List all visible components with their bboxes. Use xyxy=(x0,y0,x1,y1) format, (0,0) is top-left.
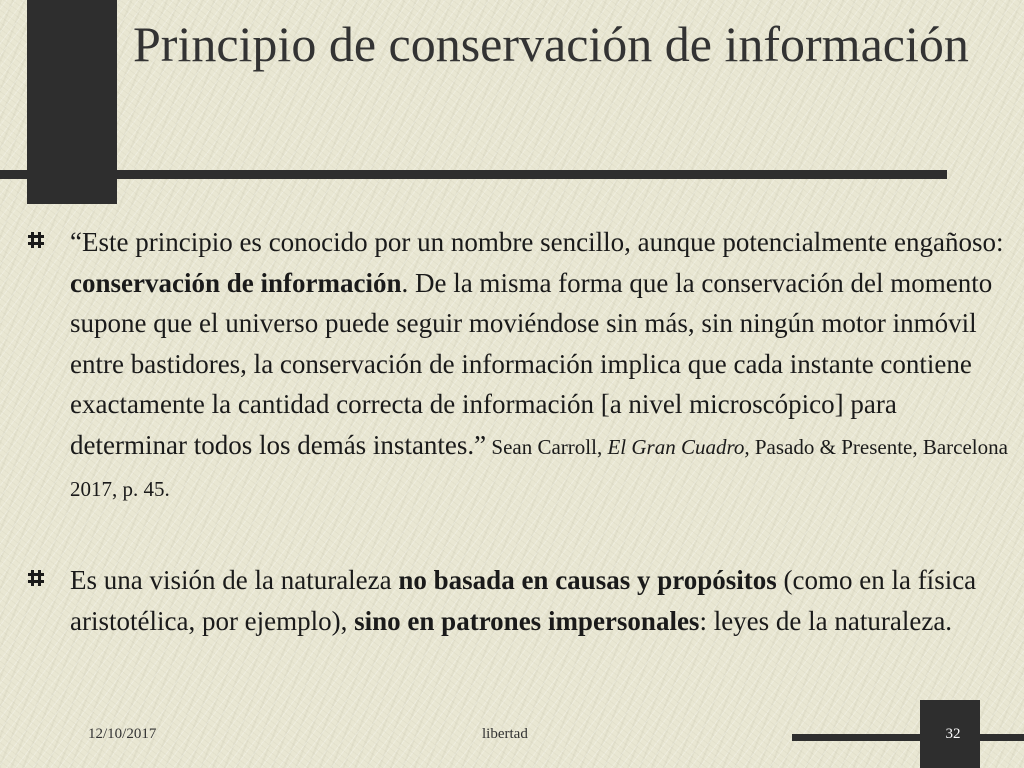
citation-book: El Gran Cuadro, xyxy=(607,434,750,459)
quote-text-continued: . De la misma forma que la conservación del momento supone que el universo puede seguir moviéndose sin más, sin ningún motor inmóvil entre bastidores, la conservación de información implica que cada instante contiene exactamente la cantidad correcta de información [a nivel microscópico] para determinar todos los demás instantes.” xyxy=(70,267,993,460)
statement-text-1: Es una visión de la naturaleza xyxy=(70,565,399,595)
quote-text: “Este principio es conocido por un nombre sencillo, aunque potencialmente engañoso: xyxy=(70,227,1004,257)
hash-bullet-icon xyxy=(28,570,44,586)
slide-title: Principio de conservación de información xyxy=(133,16,969,72)
slide-number: 32 xyxy=(945,726,961,742)
citation-author: Sean Carroll, xyxy=(486,434,608,459)
footer-date: 12/10/2017 xyxy=(88,726,157,742)
quote-bold-term: conservación de información xyxy=(70,267,402,298)
citation-publisher: Pasado & Presente, Barcelona 2017, p. 45. xyxy=(70,434,1008,501)
footer-rule xyxy=(792,734,1024,741)
footer-title: libertad xyxy=(482,726,528,742)
statement-text-3: : leyes de la naturaleza. xyxy=(699,605,953,636)
statement-bold-1: no basada en causas y propósitos xyxy=(398,565,777,595)
statement-bold-2: sino en patrones impersonales xyxy=(354,605,700,636)
bullet-statement xyxy=(70,560,1010,641)
bullet-quote xyxy=(70,222,1010,510)
hash-bullet-icon xyxy=(28,232,44,248)
statement-text-2: (como en la física aristotélica, por ejemplo), xyxy=(70,565,977,636)
title-rule xyxy=(0,170,947,179)
